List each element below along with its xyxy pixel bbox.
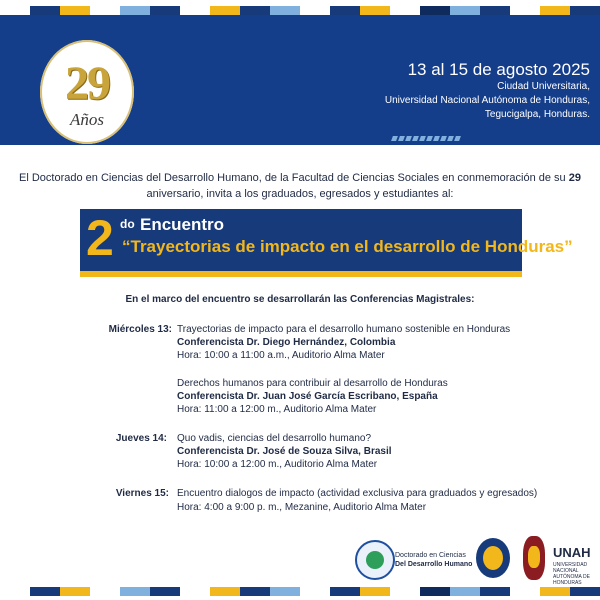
anniversary-word: Años (70, 110, 104, 129)
talk-title: Quo vadis, ciencias del desarrollo humano? (177, 433, 371, 444)
bottom-decorative-stripe (0, 587, 600, 596)
unah-acronym: UNAH (553, 545, 591, 560)
talk-time: Hora: 10:00 a 12:00 m., Auditorio Alma Mater (177, 459, 378, 470)
institution-logos (355, 536, 595, 584)
event-date: 13 al 15 de agosto 2025 (407, 60, 590, 79)
talk-time: Hora: 11:00 a 12:00 m., Auditorio Alma Mater (177, 404, 377, 415)
anniversary-badge (40, 40, 134, 144)
talk-time: Hora: 4:00 a 9:00 p. m., Mezanine, Auditorio Alma Mater (177, 502, 427, 513)
invitation-text: El Doctorado en Ciencias del Desarrollo Humano, de la Facultad de Ciencias Sociales en conmemoración de su 29 aniversario, invita a los graduados, egresados y estudiantes al: (19, 172, 581, 200)
encounter-word: Encuentro (140, 215, 225, 234)
doctorate-logo-icon (355, 540, 395, 580)
place-line: Ciudad Universitaria, (497, 81, 590, 92)
talk-speaker: Conferencista Dr. José de Souza Silva, Brasil (177, 446, 392, 457)
header-banner (0, 15, 600, 145)
talk-title: Encuentro dialogos de impacto (actividad exclusiva para graduados y egresados) (177, 488, 538, 499)
talk-time: Hora: 10:00 a 11:00 a.m., Auditorio Alma Mater (177, 350, 385, 361)
unah-full-name: UNIVERSIDAD NACIONAL AUTÓNOMA DE HONDURAS (553, 562, 590, 586)
event-title: “Trayectorias de impacto en el desarrollo de Honduras” (122, 237, 573, 256)
talk-title: Trayectorias de impacto para el desarrollo humano sostenible en Honduras (177, 324, 511, 335)
program-name-line2: Del Desarrollo Humano (395, 561, 473, 568)
event-title-banner (80, 209, 573, 277)
decorative-dots (392, 136, 460, 141)
schedule-day: Jueves 14: (115, 433, 167, 444)
place-line: Universidad Nacional Autónoma de Honduras, (384, 95, 590, 106)
top-decorative-stripe (0, 6, 600, 15)
program-name-line1: Doctorado en Ciencias (395, 552, 466, 559)
faculty-seal-icon (476, 538, 510, 578)
schedule-day: Miércoles 13: (108, 324, 172, 335)
anniversary-number: 29 (65, 57, 109, 110)
banner-gold-strip (80, 271, 522, 277)
edition-number: 2 (86, 210, 114, 266)
talk-title: Derechos humanos para contribuir al desarrollo de Honduras (177, 378, 448, 389)
schedule-day: Viernes 15: (115, 488, 169, 499)
place-line: Tegucigalpa, Honduras. (484, 109, 590, 120)
conferences-lead: En el marco del encuentro se desarrollarán las Conferencias Magistrales: (125, 294, 475, 305)
talk-speaker: Conferencista Dr. Diego Hernández, Colombia (177, 337, 396, 348)
edition-suffix: do (120, 217, 135, 231)
unah-crest-icon (523, 536, 545, 580)
talk-speaker: Conferencista Dr. Juan José García Escribano, España (177, 391, 438, 402)
